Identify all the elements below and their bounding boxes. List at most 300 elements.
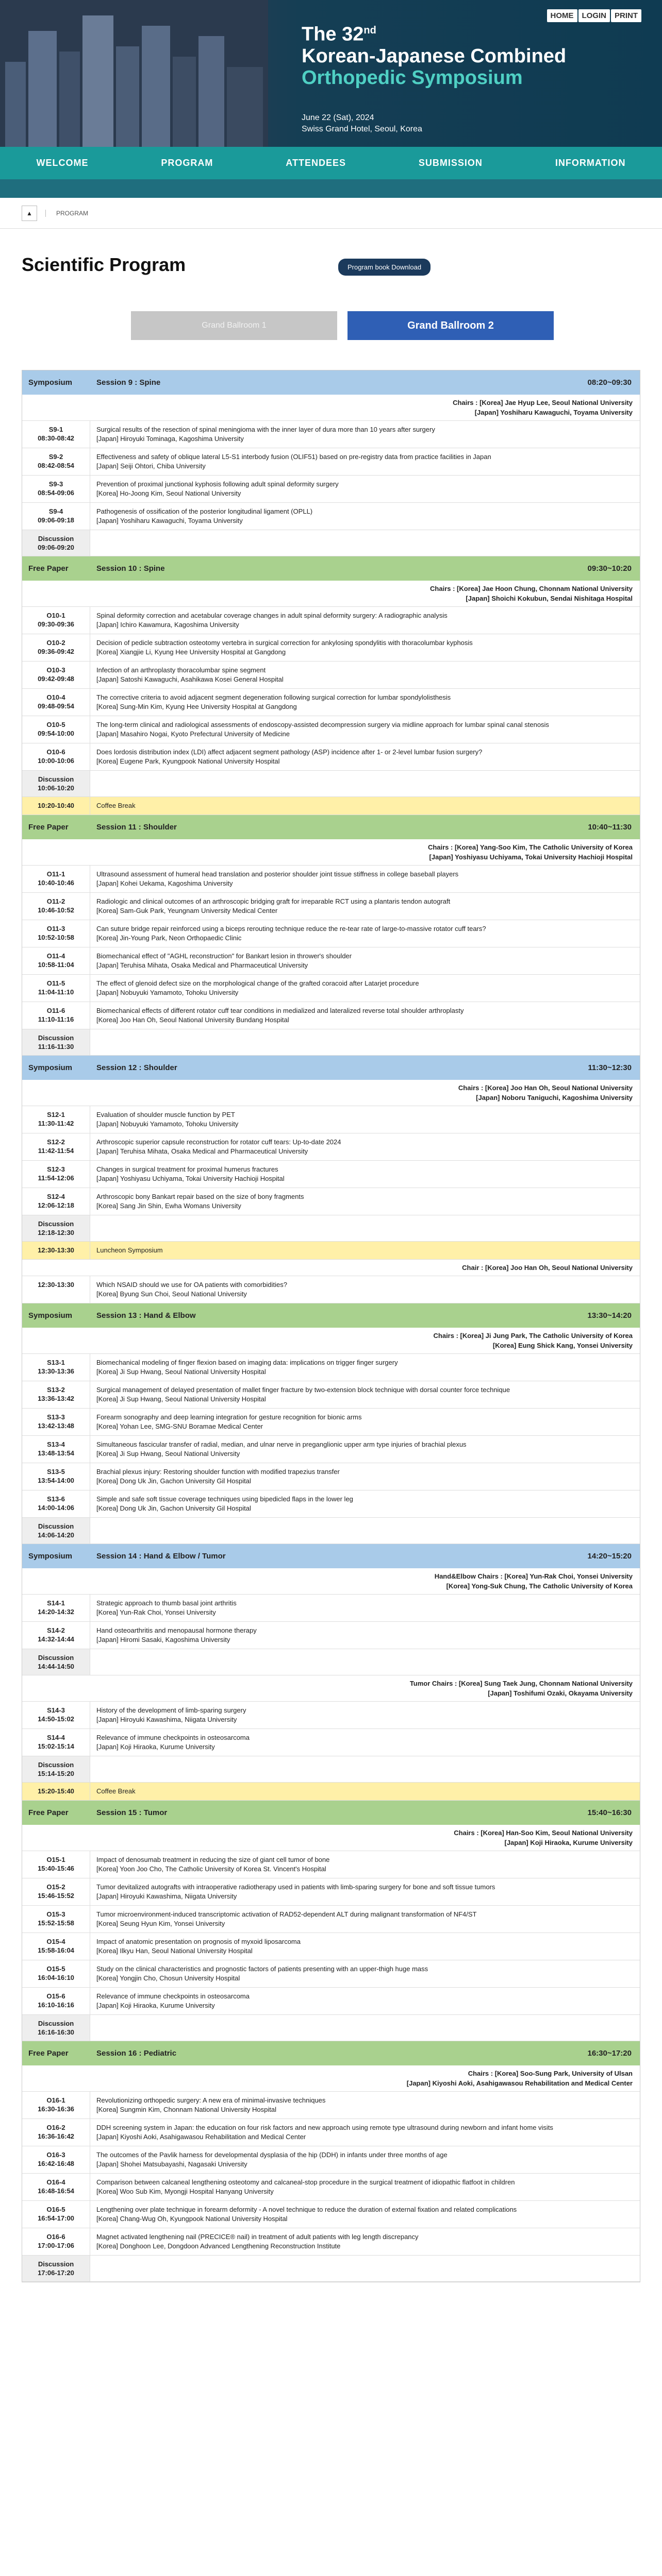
page-title: Scientific Program <box>22 254 186 275</box>
talk-info <box>90 1276 640 1303</box>
talk-author: [Japan] Nobuyuki Yamamoto, Tohoku University <box>96 1120 239 1128</box>
talk-author: [Korea] Joo Han Oh, Seoul National University Bundang Hospital <box>96 1016 289 1024</box>
break-time: 10:20-10:40 <box>22 797 90 815</box>
table-row <box>22 634 640 662</box>
main-nav <box>0 147 662 179</box>
talk-info <box>90 1851 640 1878</box>
talk-author: [Japan] Satoshi Kawaguchi, Asahikawa Kosei General Hospital <box>96 675 284 683</box>
tab-grand-ballroom-1[interactable]: Grand Ballroom 1 <box>131 311 337 340</box>
session-time: 10:40~11:30 <box>588 823 632 832</box>
talk-title: Revolutionizing orthopedic surgery: A new era of minimal-invasive techniques <box>96 2096 326 2104</box>
talk-author: [Korea] Chang-Wug Oh, Kyungpook National University Hospital <box>96 2215 288 2223</box>
talk-id <box>22 1161 90 1188</box>
talk-id <box>22 2015 90 2041</box>
table-row <box>22 1878 640 1906</box>
talk-title: The corrective criteria to avoid adjacent segment degeneration following surgical correction for lumbar spondylolisthesis <box>96 693 451 701</box>
talk-title: Hand osteoarthritis and menopausal hormone therapy <box>96 1626 257 1634</box>
talk-time: 09:30-09:36 <box>38 620 74 628</box>
talk-info <box>90 716 640 743</box>
talk-id <box>22 1518 90 1544</box>
talk-author: [Korea] Ho-Joong Kim, Seoul National University <box>96 489 241 497</box>
talk-id <box>22 1106 90 1133</box>
chair-line: [Japan] Kiyoshi Aoki, Asahigawasou Rehabilitation and Medical Center <box>406 2079 633 2087</box>
table-row <box>22 503 640 530</box>
session-title: Session 14 : Hand & Elbow / Tumor <box>96 1552 226 1561</box>
talk-time: 11:42-11:54 <box>38 1147 74 1155</box>
talk-code: S9-4 <box>48 507 63 515</box>
session-header <box>22 815 640 839</box>
talk-title: Impact of denosumab treatment in reducing the size of giant cell tumor of bone <box>96 1856 330 1863</box>
talk-code: O16-3 <box>46 2151 65 2159</box>
table-row <box>22 448 640 476</box>
table-row <box>22 2119 640 2146</box>
table-row <box>22 2228 640 2256</box>
talk-author: [Korea] Yohan Lee, SMG-SNU Boramae Medical Center <box>96 1422 263 1430</box>
talk-info <box>90 1409 640 1435</box>
talk-id <box>22 476 90 502</box>
talk-time: 15:58-16:04 <box>38 1946 74 1954</box>
talk-info <box>90 2228 640 2255</box>
talk-info <box>90 1518 640 1544</box>
talk-code: S14-4 <box>47 1734 65 1741</box>
talk-code: O11-4 <box>46 952 65 960</box>
talk-code: S12-3 <box>47 1165 65 1173</box>
nav-information[interactable]: INFORMATION <box>555 158 626 168</box>
talk-title: Biomechanical modeling of finger flexion based on imaging data: implications on trigger finger surgery <box>96 1359 398 1366</box>
talk-info <box>90 1595 640 1621</box>
talk-time: 08:54-09:06 <box>38 489 74 497</box>
talk-code: Discussion <box>38 1654 74 1662</box>
talk-info <box>90 2174 640 2200</box>
talk-info <box>90 1906 640 1933</box>
break-time: 12:30-13:30 <box>22 1242 90 1259</box>
talk-code: O10-1 <box>46 612 65 619</box>
talk-info <box>90 2256 640 2281</box>
table-row <box>22 1906 640 1933</box>
talk-id <box>22 1851 90 1878</box>
talk-info <box>90 607 640 634</box>
talk-title: Relevance of immune checkpoints in osteosarcoma <box>96 1734 250 1741</box>
chair-line: [Japan] Yoshiyasu Uchiyama, Tokai University Hachioji Hospital <box>429 853 633 861</box>
talk-title: History of the development of limb-sparing surgery <box>96 1706 246 1714</box>
talk-title: Impact of anatomic presentation on prognosis of myxoid liposarcoma <box>96 1938 301 1945</box>
talk-id <box>22 421 90 448</box>
table-row <box>22 1436 640 1463</box>
session-type: Symposium <box>28 1063 73 1072</box>
chair-line: Tumor Chairs : [Korea] Sung Taek Jung, Chonnam National University <box>409 1680 633 1687</box>
discussion-row <box>22 1518 640 1544</box>
talk-author: [Korea] Jin-Young Park, Neon Orthopaedic Clinic <box>96 934 242 942</box>
event-date: June 22 (Sat), 2024 <box>302 113 374 122</box>
talk-id <box>22 893 90 920</box>
discussion-row <box>22 1649 640 1675</box>
chair-line: [Japan] Shoichi Kokubun, Sendai Nishitaga Hospital <box>466 595 633 602</box>
table-row <box>22 2201 640 2228</box>
talk-code: S13-1 <box>47 1359 65 1366</box>
talk-time: 10:40-10:46 <box>38 879 74 887</box>
session-time: 15:40~16:30 <box>587 1808 632 1817</box>
talk-title: Tumor devitalized autografts with intraoperative radiotherapy used in patients with limb-sparing surgery for bone and soft tissue tumors <box>96 1883 495 1891</box>
chair-line: [Korea] Eung Shick Kang, Yonsei University <box>492 1342 633 1349</box>
table-row <box>22 1463 640 1490</box>
table-row <box>22 607 640 634</box>
talk-id <box>22 1354 90 1381</box>
table-row <box>22 421 640 448</box>
talk-author: [Japan] Nobuyuki Yamamoto, Tohoku University <box>96 989 239 996</box>
talk-time: 12:06-12:18 <box>38 1201 74 1209</box>
talk-id <box>22 947 90 974</box>
talk-info <box>90 448 640 475</box>
table-row <box>22 947 640 975</box>
talk-info <box>90 1188 640 1215</box>
table-row <box>22 1002 640 1029</box>
talk-time: 14:20-14:32 <box>38 1608 74 1616</box>
session-time: 14:20~15:20 <box>587 1552 632 1561</box>
talk-time: 16:42-16:48 <box>38 2160 74 2167</box>
talk-author: [Japan] Yoshiharu Kawaguchi, Toyama University <box>96 517 243 524</box>
talk-id <box>22 1381 90 1408</box>
talk-author: [Korea] Yongjin Cho, Chosun University Hospital <box>96 1974 240 1982</box>
talk-code: S9-1 <box>48 426 63 433</box>
talk-author: [Korea] Donghoon Lee, Dongdoon Advanced Lengthening Reconstruction Institute <box>96 2242 341 2250</box>
talk-id <box>22 1595 90 1621</box>
talk-code: S9-3 <box>48 480 63 488</box>
talk-time: 13:42-13:48 <box>38 1422 74 1430</box>
talk-code: O15-3 <box>46 1910 65 1918</box>
talk-code: O15-2 <box>46 1883 65 1891</box>
session-time: 13:30~14:20 <box>587 1311 632 1320</box>
talk-time: 10:06-10:20 <box>38 784 74 792</box>
talk-code: S13-4 <box>47 1440 65 1448</box>
talk-code: O15-4 <box>46 1938 65 1945</box>
talk-id <box>22 1960 90 1987</box>
talk-time: 09:06-09:18 <box>38 516 74 524</box>
talk-time: 16:36-16:42 <box>38 2132 74 2140</box>
talk-title: Tumor microenvironment-induced transcriptomic activation of RAD52-dependent ALT during malignant transformation of NF4/ST <box>96 1910 477 1918</box>
talk-id <box>22 743 90 770</box>
program-download-button[interactable]: Program book Download <box>338 259 431 276</box>
talk-author: [Japan] Kohei Uekama, Kagoshima University <box>96 879 233 887</box>
table-row <box>22 1988 640 2015</box>
table-row <box>22 1409 640 1436</box>
talk-info <box>90 1436 640 1463</box>
talk-id <box>22 1463 90 1490</box>
session-header <box>22 2041 640 2065</box>
talk-code: Discussion <box>38 775 74 783</box>
chair-line: [Japan] Toshifumi Ozaki, Okayama University <box>488 1689 633 1697</box>
talk-info <box>90 1933 640 1960</box>
table-row <box>22 1490 640 1518</box>
talk-info <box>90 920 640 947</box>
talk-info <box>90 2092 640 2119</box>
talk-author: [Korea] Woo Sub Kim, Myongji Hospital Hanyang University <box>96 2188 274 2195</box>
discussion-row <box>22 530 640 556</box>
talk-code: O11-6 <box>46 1007 65 1014</box>
home-icon[interactable]: ▲ <box>22 206 37 221</box>
talk-time: 16:30-16:36 <box>38 2105 74 2113</box>
tab-grand-ballroom-2[interactable]: Grand Ballroom 2 <box>347 311 554 340</box>
home-link[interactable]: HOME <box>547 9 577 22</box>
talk-id <box>22 771 90 796</box>
talk-time: 15:02-15:14 <box>38 1742 74 1750</box>
talk-time: 12:18-12:30 <box>38 1229 74 1236</box>
session-time: 16:30~17:20 <box>587 2049 632 2058</box>
session-time: 08:20~09:30 <box>587 378 632 387</box>
talk-author: [Korea] Sungmin Kim, Chonnam National University Hospital <box>96 2106 276 2113</box>
table-row <box>22 1933 640 1960</box>
talk-code: Discussion <box>38 1761 74 1769</box>
talk-time: 11:30-11:42 <box>38 1120 74 1127</box>
talk-code: O15-1 <box>46 1856 65 1863</box>
table-row <box>22 2174 640 2201</box>
talk-id <box>22 716 90 743</box>
talk-info <box>90 1029 640 1055</box>
talk-time: 16:16-16:30 <box>38 2028 74 2036</box>
session-type: Free Paper <box>28 823 69 832</box>
talk-id <box>22 1649 90 1675</box>
symposium-title: The 32nd Korean-Japanese Combined Orthopedic Symposium <box>302 23 567 89</box>
session-chairs <box>22 2065 640 2092</box>
talk-id <box>22 1622 90 1649</box>
break-row <box>22 1242 640 1260</box>
session-chairs <box>22 1825 640 1851</box>
talk-code: S13-5 <box>47 1468 65 1476</box>
talk-info <box>90 2146 640 2173</box>
talk-code: O11-2 <box>46 897 65 905</box>
table-row <box>22 1354 640 1381</box>
talk-title: Surgical management of delayed presentation of mallet finger fracture by two-extension block technique with dorsal counter force technique <box>96 1386 510 1394</box>
chair-line: Chairs : [Korea] Ji Jung Park, The Catholic University of Korea <box>433 1332 633 1340</box>
login-link[interactable]: LOGIN <box>578 9 610 22</box>
talk-author: [Japan] Hiroyuki Kawashima, Niigata University <box>96 1716 237 1723</box>
talk-id <box>22 1988 90 2014</box>
chair-line: Chairs : [Korea] Yang-Soo Kim, The Catholic University of Korea <box>427 843 633 851</box>
table-row <box>22 716 640 743</box>
talk-id <box>22 2228 90 2255</box>
talk-id <box>22 920 90 947</box>
talk-id <box>22 1188 90 1215</box>
talk-title: Spinal deformity correction and acetabular coverage changes in adult spinal deformity surgery: A radiographic analysis <box>96 612 448 619</box>
talk-id <box>22 2092 90 2119</box>
talk-time: 09:06-09:20 <box>38 544 74 551</box>
talk-code: S12-1 <box>47 1111 65 1118</box>
talk-id <box>22 1215 90 1241</box>
session-type: Symposium <box>28 1552 73 1561</box>
talk-info <box>90 1215 640 1241</box>
table-row <box>22 866 640 893</box>
session-header <box>22 1056 640 1080</box>
talk-code: O11-1 <box>46 870 65 878</box>
talk-title: Pathogenesis of ossification of the posterior longitudinal ligament (OPLL) <box>96 507 313 515</box>
talk-code: O15-5 <box>46 1965 65 1973</box>
table-row <box>22 1381 640 1409</box>
table-row <box>22 893 640 920</box>
talk-info <box>90 1960 640 1987</box>
talk-code: Discussion <box>38 2020 74 2027</box>
talk-info <box>90 743 640 770</box>
talk-code: S13-6 <box>47 1495 65 1503</box>
talk-time: 15:52-15:58 <box>38 1919 74 1927</box>
talk-id <box>22 1756 90 1782</box>
table-row <box>22 743 640 771</box>
talk-id <box>22 503 90 530</box>
break-time: 15:20-15:40 <box>22 1783 90 1800</box>
talk-code: S12-4 <box>47 1193 65 1200</box>
talk-author: [Korea] Dong Uk Jin, Gachon University Gil Hospital <box>96 1477 251 1485</box>
talk-author: [Korea] Ji Sup Hwang, Seoul National University Hospital <box>96 1368 266 1376</box>
talk-id <box>22 1029 90 1055</box>
chair-line: [Japan] Noboru Taniguchi, Kagoshima University <box>476 1094 633 1101</box>
session-time: 11:30~12:30 <box>588 1063 632 1072</box>
talk-info <box>90 1702 640 1728</box>
talk-time: 10:52-10:58 <box>38 934 74 941</box>
talk-time: 11:54-12:06 <box>38 1174 74 1182</box>
talk-author: [Japan] Hiroyuki Tominaga, Kagoshima University <box>96 435 244 443</box>
table-row <box>22 2092 640 2119</box>
talk-id <box>22 1490 90 1517</box>
talk-info <box>90 1988 640 2014</box>
talk-title: Infection of an arthroplasty thoracolumbar spine segment <box>96 666 266 674</box>
chair-line: Hand&Elbow Chairs : [Korea] Yun-Rak Choi, Yonsei University <box>434 1572 633 1580</box>
talk-title: Relevance of immune checkpoints in osteosarcoma <box>96 1992 250 2000</box>
talk-time: 10:46-10:52 <box>38 906 74 914</box>
talk-time: 11:10-11:16 <box>38 1015 74 1023</box>
talk-info <box>90 2201 640 2228</box>
talk-title: Can suture bridge repair reinforced using a biceps rerouting technique reduce the re-tear rate of large-to-massive rotator cuff tears? <box>96 925 486 933</box>
talk-time: 14:32-14:44 <box>38 1635 74 1643</box>
talk-code: S14-2 <box>47 1626 65 1634</box>
talk-code: O10-6 <box>46 748 65 756</box>
talk-title: Which NSAID should we use for OA patients with comorbidities? <box>96 1281 287 1289</box>
table-row <box>22 1702 640 1729</box>
talk-time: 08:42-08:54 <box>38 462 74 469</box>
talk-info <box>90 771 640 796</box>
talk-author: [Korea] Byung Sun Choi, Seoul National University <box>96 1290 247 1298</box>
talk-info <box>90 2119 640 2146</box>
talk-id <box>22 2119 90 2146</box>
breadcrumb-current: PROGRAM <box>45 210 88 217</box>
talk-id <box>22 1409 90 1435</box>
talk-code: Discussion <box>38 1034 74 1042</box>
table-row <box>22 1161 640 1188</box>
discussion-row <box>22 1215 640 1242</box>
table-row <box>22 2146 640 2174</box>
talk-code: S14-1 <box>47 1599 65 1607</box>
talk-title: The long-term clinical and radiological assessments of endoscopy-assisted decompression surgery via midline approach for lumbar spinal canal stenosis <box>96 721 549 728</box>
session-type: Free Paper <box>28 2049 69 2058</box>
talk-title: Prevention of proximal junctional kyphosis following adult spinal deformity surgery <box>96 480 339 488</box>
talk-info <box>90 1161 640 1188</box>
talk-author: [Japan] Yoshiyasu Uchiyama, Tokai University Hachioji Hospital <box>96 1175 285 1182</box>
talk-id <box>22 1906 90 1933</box>
talk-title: Ultrasound assessment of humeral head translation and posterior shoulder joint tissue stiffness in college baseball players <box>96 870 459 878</box>
talk-code: Discussion <box>38 1522 74 1530</box>
talk-title: Biomechanical effects of different rotator cuff tear conditions in medialized and lateralized reverse total shoulder arthroplasty <box>96 1007 464 1014</box>
session-chairs <box>22 839 640 866</box>
talk-title: Simple and safe soft tissue coverage techniques using bipedicled flaps in the lower leg <box>96 1495 353 1503</box>
session-title: Session 11 : Shoulder <box>96 823 177 832</box>
session-type: Free Paper <box>28 564 69 573</box>
chair-line: [Japan] Koji Hiraoka, Kurume University <box>504 1839 633 1846</box>
break-label: Coffee Break <box>96 802 136 809</box>
talk-code: 12:30-13:30 <box>38 1281 74 1289</box>
discussion-row <box>22 1756 640 1783</box>
talk-id <box>22 975 90 1002</box>
sub-nav-bar <box>0 179 662 198</box>
talk-info <box>90 1729 640 1756</box>
talk-title: Lengthening over plate technique in forearm deformity - A novel technique to reduce the duration of external fixation and related complications <box>96 2206 517 2213</box>
talk-author: [Japan] Hiroyuki Kawashima, Niigata University <box>96 1892 237 1900</box>
session-header <box>22 1303 640 1328</box>
talk-info <box>90 503 640 530</box>
session-header <box>22 1544 640 1568</box>
talk-code: S9-2 <box>48 453 63 461</box>
talk-time: 14:50-15:02 <box>38 1715 74 1723</box>
talk-author: [Japan] Koji Hiraoka, Kurume University <box>96 2002 215 2009</box>
talk-code: O16-1 <box>46 2096 65 2104</box>
session-chairs <box>22 1675 640 1702</box>
talk-id <box>22 1276 90 1303</box>
table-row <box>22 1960 640 1988</box>
talk-title: Comparison between calcaneal lengthening osteotomy and calcaneal-stop procedure in the surgical treatment of idiopathic flatfoot in children <box>96 2178 515 2186</box>
talk-info <box>90 689 640 716</box>
talk-id <box>22 1702 90 1728</box>
chair-line: Chairs : [Korea] Soo-Sung Park, University of Ulsan <box>468 2070 633 2077</box>
talk-title: Simultaneous fascicular transfer of radial, median, and ulnar nerve in preganglionic upper arm type injuries of brachial plexus <box>96 1440 467 1448</box>
session-chairs <box>22 395 640 421</box>
talk-code: Discussion <box>38 535 74 543</box>
nav-welcome[interactable]: WELCOME <box>36 158 89 168</box>
chair-line: [Korea] Yong-Suk Chung, The Catholic University of Korea <box>446 1582 633 1590</box>
talk-info <box>90 634 640 661</box>
nav-program[interactable]: PROGRAM <box>161 158 213 168</box>
talk-time: 16:10-16:16 <box>38 2001 74 2009</box>
talk-time: 10:00-10:06 <box>38 757 74 765</box>
session-title: Session 9 : Spine <box>96 378 161 387</box>
talk-author: [Korea] Ji Sup Hwang, Seoul National University Hospital <box>96 1395 266 1403</box>
talk-id <box>22 1878 90 1905</box>
talk-info <box>90 1878 640 1905</box>
talk-title: Effectiveness and safety of oblique lateral L5-S1 interbody fusion (OLIF51) based on pre-registry data from practice facilities in Japan <box>96 453 491 461</box>
nav-submission[interactable]: SUBMISSION <box>418 158 483 168</box>
session-type: Symposium <box>28 378 73 387</box>
talk-code: O16-2 <box>46 2124 65 2131</box>
talk-author: [Japan] Shohei Matsubayashi, Nagasaki University <box>96 2160 247 2168</box>
talk-info <box>90 1756 640 1782</box>
session-title: Session 10 : Spine <box>96 564 165 573</box>
talk-info <box>90 1381 640 1408</box>
talk-info <box>90 530 640 556</box>
talk-title: The effect of glenoid defect size on the morphological change of the grafted coracoid after Latarjet procedure <box>96 979 419 987</box>
city-skyline-image <box>0 0 268 147</box>
table-row <box>22 1729 640 1756</box>
talk-id <box>22 662 90 688</box>
talk-author: [Japan] Masahiro Nogai, Kyoto Prefectural University of Medicine <box>96 730 290 738</box>
talk-author: [Korea] Yun-Rak Choi, Yonsei University <box>96 1608 216 1616</box>
discussion-row <box>22 2015 640 2041</box>
print-link[interactable]: PRINT <box>611 9 641 22</box>
session-chairs <box>22 1260 640 1276</box>
session-type: Symposium <box>28 1311 73 1320</box>
talk-time: 11:04-11:10 <box>38 988 74 996</box>
table-row <box>22 920 640 947</box>
talk-id <box>22 607 90 634</box>
talk-code: O10-4 <box>46 693 65 701</box>
talk-author: [Korea] Eugene Park, Kyungpook National University Hospital <box>96 757 280 765</box>
talk-code: O10-5 <box>46 721 65 728</box>
nav-attendees[interactable]: ATTENDEES <box>286 158 346 168</box>
talk-time: 11:16-11:30 <box>38 1043 74 1050</box>
